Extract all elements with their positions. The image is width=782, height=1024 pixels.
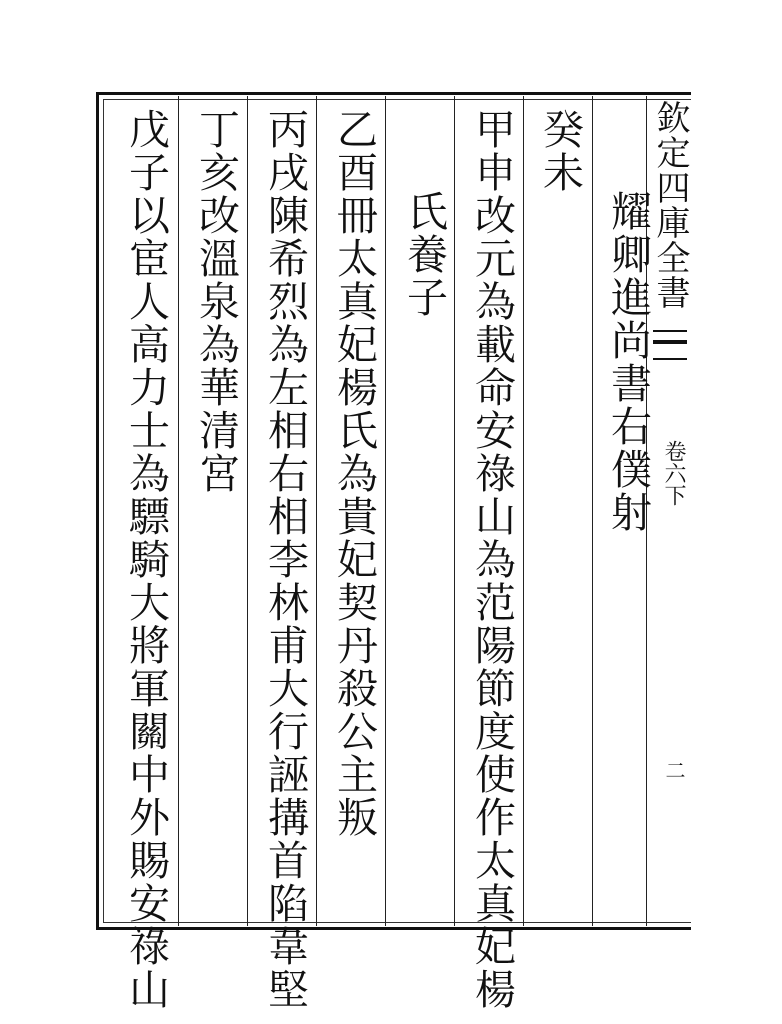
- column-rule: [592, 96, 593, 926]
- column-rule: [247, 96, 248, 926]
- text-column-2: 癸未: [536, 108, 584, 194]
- text-column-8: 戊子以宦人高力士為驃騎大將軍關中外賜安祿山: [122, 108, 170, 1011]
- column-rule: [385, 96, 386, 926]
- column-rule: [523, 96, 524, 926]
- book-title: 欽定四庫全書: [650, 100, 690, 310]
- text-column-6: 丙戌陳希烈為左相右相李林甫大行誣搆首陷韋堅: [261, 108, 309, 1011]
- fishtail-mark: [653, 330, 687, 360]
- text-column-3: 甲申改元為載命安祿山為范陽節度使作太真妃楊: [468, 108, 516, 1011]
- column-rule: [454, 96, 455, 926]
- column-rule: [178, 96, 179, 926]
- column-rule: [316, 96, 317, 926]
- page-number: 二: [662, 760, 686, 780]
- text-column-5: 乙酉冊太真妃楊氏為貴妃契丹殺公主叛: [330, 108, 378, 839]
- volume-label: 卷六下: [661, 440, 686, 506]
- text-column-1: 耀卿進尚書右僕射: [604, 190, 652, 534]
- text-column-4: 氏養子: [400, 190, 448, 319]
- text-column-7: 丁亥改溫泉為華清宮: [192, 108, 240, 495]
